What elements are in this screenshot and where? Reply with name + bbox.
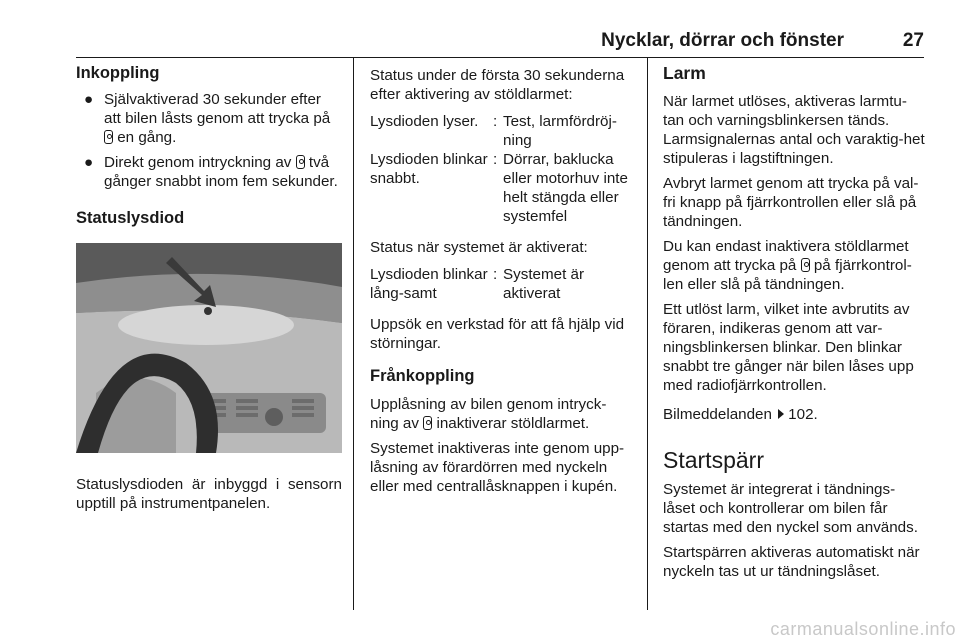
vehicle-messages-ref: Bilmeddelanden 102. <box>663 406 818 423</box>
table-cell-sep: : <box>493 151 498 168</box>
lock-key-icon <box>296 155 305 169</box>
led-caption: Statuslysdioden är inbyggd i sensorn upptill på instrumentpanelen. <box>76 476 342 512</box>
reference-link[interactable]: 102. <box>788 406 818 423</box>
immobilizer-paragraph-2: Startspärren aktiveras automatiskt när nyckeln tas ut ur tändningslåset. <box>663 544 920 580</box>
alarm-paragraph-2: Avbryt larmet genom att trycka på val-fri knapp på fjärrkontrollen eller slå på tändningen. <box>663 175 919 230</box>
lock-key-icon <box>104 130 113 144</box>
heading-larm: Larm <box>663 63 706 83</box>
unlock-text: Upplåsning av bilen genom intryck-ning av inaktiverar stöldlarmet. <box>370 396 607 432</box>
activation-list <box>76 90 342 191</box>
page-number: 27 <box>902 30 924 51</box>
unlock-key-icon <box>423 416 432 430</box>
heading-startsparr: Startspärr <box>663 447 764 473</box>
bullet-dot: ● <box>84 154 94 171</box>
workshop-note: Uppsök en verkstad för att få hjälp vid störningar. <box>370 316 625 352</box>
table-cell-left: Lysdioden lyser. <box>370 113 479 130</box>
column-divider-1 <box>353 58 354 610</box>
dashboard-illustration <box>76 243 342 453</box>
table-cell-sep: : <box>493 266 498 283</box>
page-title: Nycklar, dörrar och fönster <box>601 30 844 51</box>
unlock-key-icon <box>801 258 810 272</box>
list-item: ● Självaktiverad 30 sekunder efter att bilen låsts genom att trycka på en gång. <box>84 91 331 146</box>
table-cell-left: Lysdioden blinkar lång-samt <box>370 266 488 302</box>
heading-inkoppling: Inkoppling <box>76 64 160 82</box>
alarm-paragraph-3: Du kan endast inaktivera stöldlarmet genom att trycka på på fjärrkontrol-len eller slå på tändningen. <box>663 238 912 293</box>
column-divider-2 <box>647 58 648 610</box>
bullet-dot: ● <box>84 91 94 108</box>
status-table-2 <box>370 265 634 303</box>
page-reference-arrow-icon <box>778 409 784 419</box>
status-intro: Status under de första 30 sekunderna efter aktivering av stöldlarmet: <box>370 67 625 103</box>
watermark: carmanualsonline.info <box>770 619 956 639</box>
table-cell-right: Systemet är aktiverat <box>503 266 585 302</box>
status-active-label: Status när systemet är aktiverat: <box>370 239 588 256</box>
list-item: ● Direkt genom intryckning av två gånger snabbt inom fem sekunder. <box>84 154 338 190</box>
table-cell-right: Dörrar, baklucka eller motorhuv inte helt stängda eller systemfel <box>503 151 628 225</box>
table-cell-sep: : <box>493 113 498 130</box>
immobilizer-paragraph-1: Systemet är integrerat i tändnings-låset och kontrollerar om bilen får startas med den nyckel som används. <box>663 481 918 536</box>
dashboard-led-image <box>76 243 342 453</box>
table-cell-left: Lysdioden blinkar snabbt. <box>370 151 488 187</box>
column-3 <box>663 62 927 581</box>
heading-frankoppling: Frånkoppling <box>370 367 475 385</box>
column-2 <box>370 62 634 496</box>
alarm-paragraph-4: Ett utlöst larm, vilket inte avbrutits av föraren, indikeras genom att var-ningsblinkersen blinkar. Den blinkar snabbt tre gånger när bilen låses upp med radiofjärrkontrollen. <box>663 301 914 394</box>
deactivate-text: Systemet inaktiveras inte genom upp-låsning av förardörren med nyckeln eller med centrallåsknappen i kupén. <box>370 440 625 495</box>
status-table-1 <box>370 112 634 226</box>
alarm-paragraph-1: När larmet utlöses, aktiveras larmtu-tan och varningsblinkersen tänds. Larmsignalernas antal och varaktig-het stipuleras i lagstiftningen. <box>663 93 925 167</box>
heading-statuslysdiod: Statuslysdiod <box>76 209 185 227</box>
table-cell-right: Test, larmfördröj-ning <box>503 113 617 149</box>
page-header <box>76 28 924 58</box>
column-1 <box>76 62 342 513</box>
